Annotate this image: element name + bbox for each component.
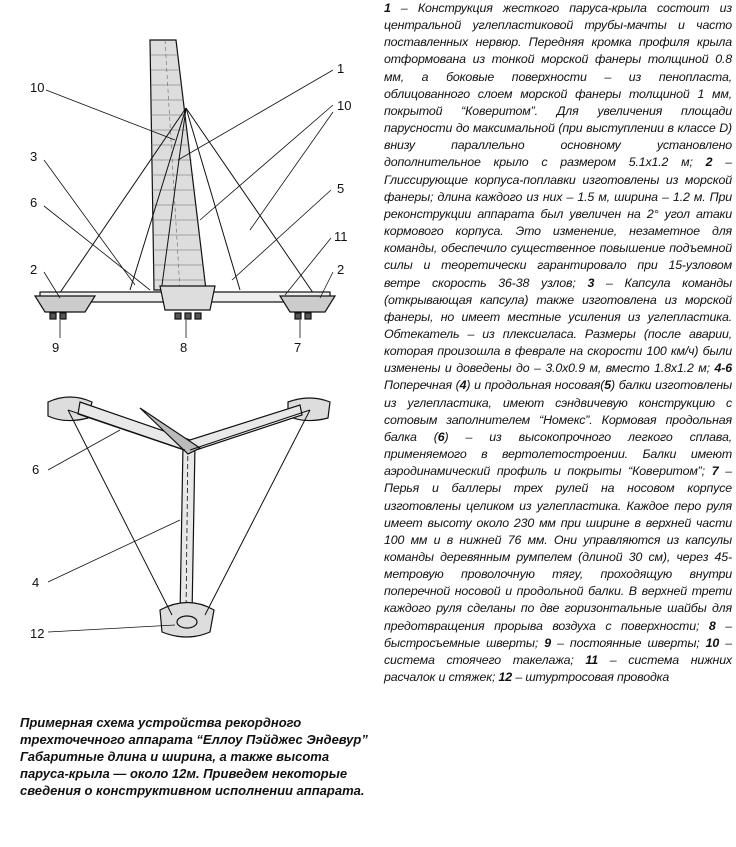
label-5: 5 xyxy=(337,181,345,196)
item-number: 3 xyxy=(587,275,595,290)
article-text-run: – система стоячего такелажа; xyxy=(384,635,732,667)
caption-body: Габаритные длина и ширина, а также высота паруса-крыла — около 12м. Приведем некоторые сведения о конструктивном исполнении аппарата. xyxy=(20,749,365,798)
article-text-run: – Глиссирующие корпуса-поплавки изготовлены из морской фанеры; длина каждого из них – 1.5 м, ширина – 1.2 м. При реконструкции аппарата был увеличен на 2° угол атаки кормового корпуса. Это изменение, незаметное для команды, обеспечило существенное повышение подъемной силы и теоретически гарантировало при 15-узловом ветре скорость 36-38 узлов; xyxy=(384,155,732,290)
label-10-right: 10 xyxy=(337,98,352,113)
item-number: 6 xyxy=(437,429,445,444)
item-number: 1 xyxy=(384,1,391,15)
label-2-left: 2 xyxy=(30,262,38,277)
item-number: 10 xyxy=(705,635,720,650)
label-8: 8 xyxy=(180,340,188,355)
item-number: 7 xyxy=(711,464,719,479)
article-text-run: ) балки изготовлены из углепластика, имеют сэндвичевую конструкцию с сотовым заполнителем “Номекс”. Кормовая продольная балка ( xyxy=(384,378,732,444)
article-text-run: – постоянные шверты; xyxy=(551,635,706,650)
article-text-run: ) и продольная носовая( xyxy=(466,378,605,393)
label-4: 4 xyxy=(32,575,40,590)
article-text-run: ) – из высокопрочного легкого сплава, применяемого в вертолетостроении. Балки имеют аэродинамический профиль и покрыты “Ковeритом”; xyxy=(384,429,732,479)
label-1: 1 xyxy=(337,61,345,76)
article-text-run: – система нижних расчалок и стяжек; xyxy=(384,652,732,685)
label-7: 7 xyxy=(294,340,302,355)
item-number: 4-6 xyxy=(714,361,732,376)
article-text-run: – Капсула команды (открывающая капсула) также изготовлена из морской фанеры, но имеет местные усиления из углепластика. Обтекатель – из плексигласа. Размеры (после аварии, которая произошла в феврале на скорости 100 км/ч) были изменены и доведены до – 3.0x0.9 м, вместо 1.8x1.2 м; xyxy=(384,275,733,376)
top-view-labels xyxy=(30,462,44,641)
caption-title: Примерная схема устройства рекордного трехточечного аппарата “Еллоу Пэйджес Эндевур” xyxy=(20,715,368,747)
item-number: 5 xyxy=(604,378,611,393)
item-number: 11 xyxy=(585,652,598,667)
item-number: 9 xyxy=(544,635,552,650)
label-10-left: 10 xyxy=(30,80,45,95)
label-12: 12 xyxy=(30,626,45,641)
article-text-run: – Конструкция жесткого паруса-крыла состоит из центральной углепластиковой трубы-мачты и часто поставленных нервюр. Передняя кромка профиля крыла отформована из тонкой морской фанеры толщиной 0.8 мм, а боковые поверхности – из пенопласта, облицованного слоем морской фанеры толщиной 1 мм, покрытой “Ковeритом”. Для увеличения площади парусности до максимальной (при выступлении в классе D) внизу параллельно основному установлено дополнительное крыло с размером 5.1x1.2 м; xyxy=(384,1,732,170)
hull-left xyxy=(35,296,95,312)
rear-boom xyxy=(180,445,195,615)
top-view xyxy=(48,397,330,637)
crew-capsule-side xyxy=(160,286,215,310)
label-2-right: 2 xyxy=(337,262,345,277)
label-6-side: 6 xyxy=(30,195,38,210)
item-number: 8 xyxy=(708,618,716,633)
article-text-run: – штуртросовая проводка xyxy=(512,670,670,685)
article-text-run: – быстросъемные шверты; xyxy=(384,618,732,650)
hull-right xyxy=(280,296,335,312)
item-number: 4 xyxy=(459,378,467,393)
boat-diagram xyxy=(0,0,382,705)
article-text xyxy=(384,0,732,686)
label-3: 3 xyxy=(30,149,38,164)
side-view xyxy=(35,40,335,338)
label-6-top: 6 xyxy=(32,462,40,477)
item-number: 12 xyxy=(498,670,513,685)
label-11: 11 xyxy=(334,229,348,244)
article-text-run: Поперечная ( xyxy=(384,378,460,393)
label-9: 9 xyxy=(52,340,60,355)
article-text-run: – Перья и баллеры трех рулей на носовом корпусе изготовлены целиком из углепластика. Каждое перо руля имеет высоту около 230 мм при ширине в верхней части 100 мм и в нижней 76 мм. Они управляются из капсулы команды деревянным румпелем (длиной 30 см), через 45-метровую проволочную тягу, проходящую внутри поперечной носовой и продольной балки. В верхней трети каждого руля сделаны по две горизонтальные шайбы для предотвращения прорыва воздуха с поверхности; xyxy=(384,464,732,633)
figure-caption xyxy=(20,714,376,799)
item-number: 2 xyxy=(705,155,713,170)
